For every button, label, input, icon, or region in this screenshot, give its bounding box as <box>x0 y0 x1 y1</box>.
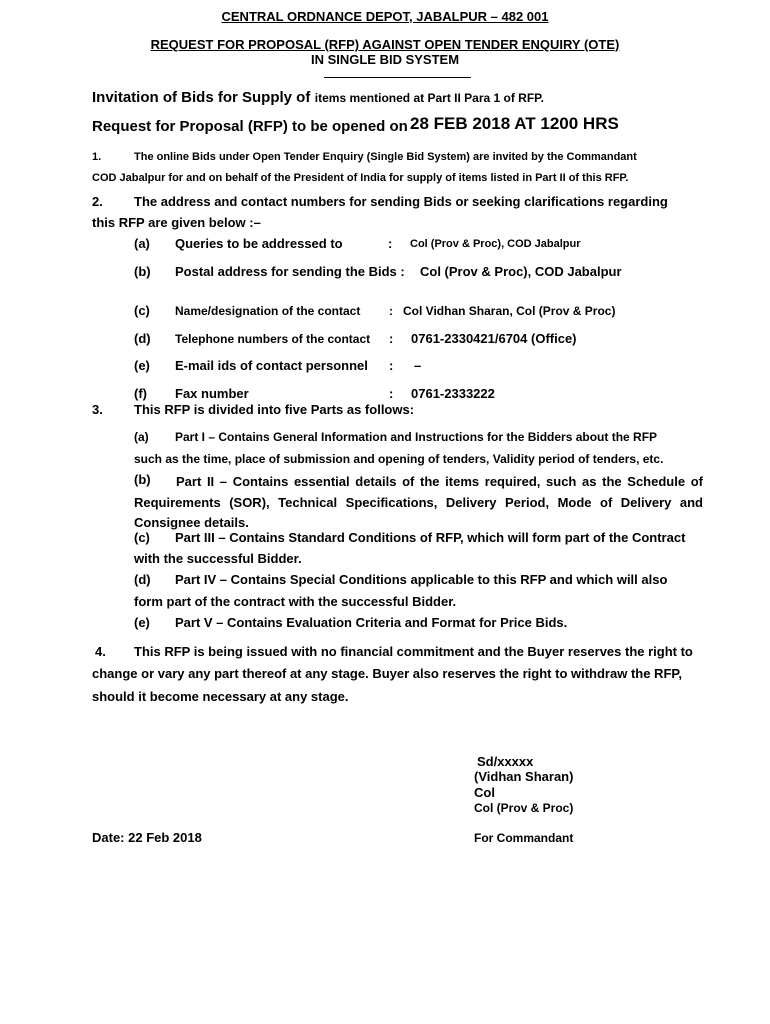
part-a-letter: (a) <box>134 430 149 444</box>
para2-line-2: this RFP are given below :– <box>92 215 261 230</box>
part-a-line-1: Part I – Contains General Information and Instructions for the Bidders about the RFP <box>175 430 658 444</box>
part-c-line-2: with the successful Bidder. <box>134 551 302 566</box>
signature-for: For Commandant <box>474 831 574 845</box>
invitation-lead: Invitation of Bids for Supply of <box>92 89 311 106</box>
signature-rank: Col <box>474 785 495 800</box>
contact-letter: (a) <box>134 236 150 251</box>
para3-intro: This RFP is divided into five Parts as follows: <box>134 402 415 417</box>
para2-number: 2. <box>92 194 103 209</box>
para4-number: 4. <box>95 644 106 659</box>
signature-appointment: Col (Prov & Proc) <box>474 801 574 815</box>
para1-line-2: COD Jabalpur for and on behalf of the President of India for supply of items listed in Part II of this RFP. <box>92 172 629 184</box>
opening-datetime: 28 FEB 2018 AT 1200 HRS <box>410 114 619 133</box>
invitation-rest: items mentioned at Part II Para 1 of RFP. <box>314 91 544 105</box>
para1-line-1: The online Bids under Open Tender Enquiry (Single Bid System) are invited by the Commandant <box>134 151 637 163</box>
contact-colon: : <box>389 386 394 401</box>
para2-line-1: The address and contact numbers for sending Bids or seeking clarifications regarding <box>134 194 668 209</box>
contact-value: Col Vidhan Sharan, Col (Prov & Proc) <box>403 304 616 318</box>
part-b-letter: (b) <box>134 472 151 487</box>
contact-value: 0761-2333222 <box>411 386 495 401</box>
part-e-text: Part V – Contains Evaluation Criteria and Format for Price Bids. <box>175 615 568 630</box>
contact-label: Postal address for sending the Bids : <box>175 264 405 279</box>
part-d-letter: (d) <box>134 572 151 587</box>
header-line-2: REQUEST FOR PROPOSAL (RFP) AGAINST OPEN TENDER ENQUIRY (OTE) <box>150 37 620 52</box>
contact-colon: : <box>389 331 394 346</box>
header-line-1: CENTRAL ORDNANCE DEPOT, JABALPUR – 482 001 <box>221 9 549 24</box>
part-d-line-1: Part IV – Contains Special Conditions applicable to this RFP and which will also <box>175 572 668 587</box>
contact-value: Col (Prov & Proc), COD Jabalpur <box>410 238 581 250</box>
opening-label: Request for Proposal (RFP) to be opened on <box>92 118 408 135</box>
contact-value: Col (Prov & Proc), COD Jabalpur <box>420 264 622 279</box>
issue-date: Date: 22 Feb 2018 <box>92 830 202 845</box>
part-d-line-2: form part of the contract with the successful Bidder. <box>134 594 457 609</box>
invitation-line <box>92 89 544 107</box>
contact-label: Fax number <box>175 386 249 401</box>
contact-colon: : <box>389 304 393 318</box>
signature-sd: Sd/xxxxx <box>477 754 534 769</box>
part-b-text: Part II – Contains essential details of the items required, such as the Schedule of Requirements (SOR), Technical Specifications, Delivery Period, Mode of Delivery and Consignee details. <box>134 474 703 530</box>
contact-value: 0761-2330421/6704 (Office) <box>411 331 577 346</box>
part-c-letter: (c) <box>134 530 150 545</box>
part-a-line-2: such as the time, place of submission and opening of tenders, Validity period of tenders, etc. <box>134 452 664 466</box>
contact-label: E-mail ids of contact personnel <box>175 358 368 373</box>
header-divider <box>324 77 471 78</box>
para3-number: 3. <box>92 402 103 417</box>
para1-number: 1. <box>92 151 102 163</box>
contact-letter: (d) <box>134 331 151 346</box>
signature-name: (Vidhan Sharan) <box>474 769 574 784</box>
contact-letter: (f) <box>134 386 147 401</box>
contact-letter: (e) <box>134 358 150 373</box>
contact-letter: (b) <box>134 264 151 279</box>
contact-value: – <box>414 358 422 373</box>
part-e-letter: (e) <box>134 615 150 630</box>
part-c-line-1: Part III – Contains Standard Conditions of RFP, which will form part of the Contract <box>175 530 686 545</box>
contact-label: Name/designation of the contact <box>175 304 361 318</box>
para4-line-3: should it become necessary at any stage. <box>92 689 349 704</box>
para4-line-2: change or vary any part thereof at any stage. Buyer also reserves the right to withdraw the RFP, <box>92 666 682 681</box>
contact-colon: : <box>388 236 393 251</box>
contact-label: Telephone numbers of the contact <box>175 332 371 346</box>
contact-colon: : <box>389 358 394 373</box>
contact-letter: (c) <box>134 303 150 318</box>
header-line-3: IN SINGLE BID SYSTEM <box>310 52 460 67</box>
contact-label: Queries to be addressed to <box>175 236 343 251</box>
para4-line-1: This RFP is being issued with no financial commitment and the Buyer reserves the right to <box>134 644 693 659</box>
